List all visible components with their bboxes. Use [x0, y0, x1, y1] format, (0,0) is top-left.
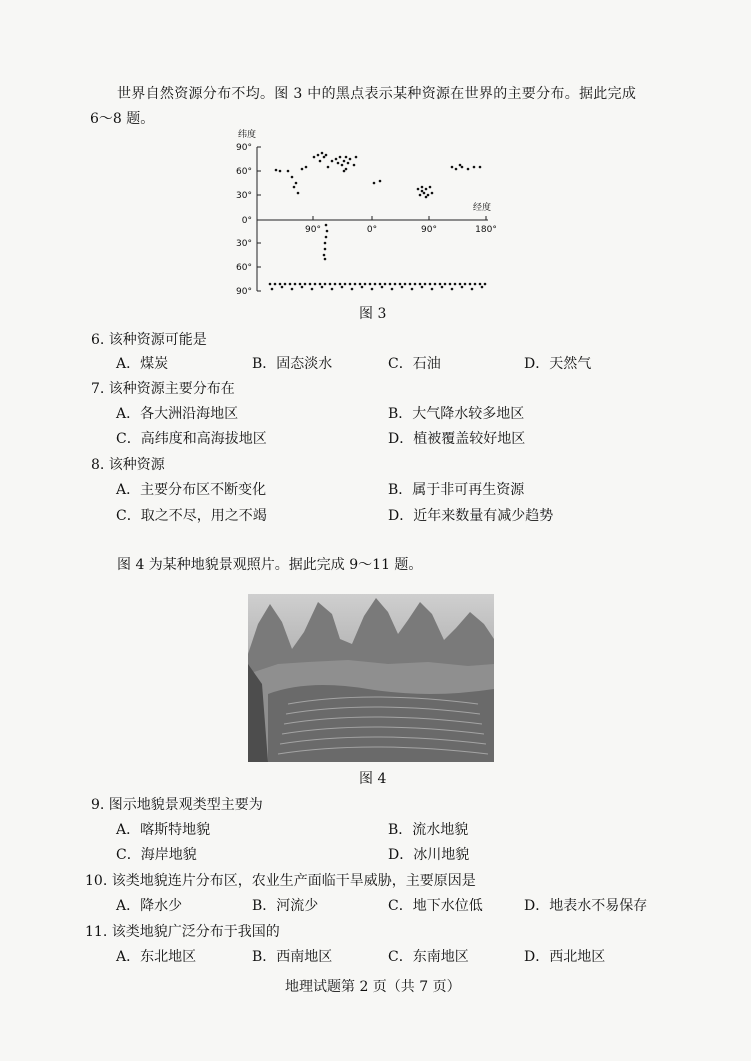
resource-distribution-figure: [230, 125, 510, 300]
resource-dot: [349, 158, 352, 161]
resource-dot: [394, 283, 397, 286]
q9-option-d: D．冰川地貌: [388, 847, 470, 863]
q11-option-d: D．西北地区: [524, 949, 606, 965]
resource-dot: [421, 286, 424, 289]
resource-dot: [349, 283, 352, 286]
resource-dot: [325, 236, 328, 239]
resource-dot: [304, 283, 307, 286]
resource-dot: [469, 283, 472, 286]
resource-dot: [279, 170, 282, 173]
x-tick-label: 180°: [475, 225, 497, 235]
q7-option-b: B．大气降水较多地区: [388, 406, 525, 422]
resource-dot: [481, 286, 484, 289]
resource-dot: [427, 194, 430, 197]
resource-dot: [381, 286, 384, 289]
resource-dot: [323, 156, 326, 159]
intro-line-2: 6～8 题。: [90, 111, 155, 127]
resource-dot: [341, 164, 344, 167]
resource-dot: [431, 192, 434, 195]
resource-dot: [321, 286, 324, 289]
resource-dot: [281, 286, 284, 289]
resource-dot: [345, 156, 348, 159]
x-tick-group: [305, 216, 497, 235]
resource-dot: [464, 283, 467, 286]
resource-dot: [373, 182, 376, 185]
resource-dot: [404, 283, 407, 286]
y-axis-label: 纬度: [238, 130, 257, 140]
y-tick-label: 60°: [236, 263, 252, 273]
q8-option-b: B．属于非可再生资源: [388, 482, 525, 498]
q8-option-c: C．取之不尽，用之不竭: [116, 508, 267, 524]
q9-option-c: C．海岸地貌: [116, 847, 197, 863]
karst-landscape-illustration: [248, 594, 494, 762]
resource-dot: [313, 156, 316, 159]
q6-option-a: A．煤炭: [116, 356, 169, 372]
resource-dot: [384, 283, 387, 286]
resource-dot: [451, 288, 454, 291]
resource-dot: [355, 156, 358, 159]
resource-dot: [319, 160, 322, 163]
resource-dot: [444, 283, 447, 286]
resource-dot: [319, 283, 322, 286]
resource-dot: [374, 283, 377, 286]
q11-option-a: A．东北地区: [116, 949, 197, 965]
resource-dot: [369, 283, 372, 286]
q10-stem: 10. 该类地貌连片分布区，农业生产面临干旱威胁，主要原因是: [85, 873, 476, 889]
resource-dot: [337, 162, 340, 165]
q6-option-c: C．石油: [388, 356, 441, 372]
resource-dot: [325, 224, 328, 227]
q6-stem: 6. 该种资源可能是: [91, 332, 207, 348]
resource-dot: [359, 283, 362, 286]
resource-dot: [459, 164, 462, 167]
resource-dot: [399, 283, 402, 286]
resource-dot: [353, 164, 356, 167]
q10-option-d: D．地表水不易保存: [524, 898, 648, 914]
resource-dot: [299, 283, 302, 286]
resource-dot: [324, 283, 327, 286]
q6-option-d: D．天然气: [524, 356, 592, 372]
resource-dot: [324, 248, 327, 251]
resource-dot: [309, 283, 312, 286]
intro-line-1: 世界自然资源分布不均。图 3 中的黑点表示某种资源在世界的主要分布。据此完成: [117, 86, 637, 102]
y-tick-label: 30°: [236, 191, 252, 201]
resource-dot: [429, 186, 432, 189]
resource-dot: [327, 166, 330, 169]
resource-dot: [425, 188, 428, 191]
y-tick-label: 0°: [241, 216, 252, 226]
resource-dot: [351, 288, 354, 291]
resource-dot: [343, 160, 346, 163]
q7-stem: 7. 该种资源主要分布在: [91, 381, 235, 397]
resource-dot: [271, 288, 274, 291]
resource-dot: [441, 286, 444, 289]
resource-dot: [295, 182, 298, 185]
figure-4-caption: 图 4: [359, 771, 387, 787]
x-tick-label: 90°: [305, 225, 321, 235]
resource-dot: [425, 196, 428, 199]
resource-dot: [424, 283, 427, 286]
resource-dot: [291, 176, 294, 179]
resource-dot: [314, 283, 317, 286]
resource-dot: [479, 283, 482, 286]
resource-dot: [293, 186, 296, 189]
q11-option-b: B．西南地区: [252, 949, 333, 965]
q9-option-a: A．喀斯特地貌: [116, 822, 211, 838]
resource-dot: [379, 283, 382, 286]
resource-dot: [429, 283, 432, 286]
q11-option-c: C．东南地区: [388, 949, 469, 965]
q9-stem: 9. 图示地貌景观类型主要为: [91, 797, 263, 813]
resource-dot: [324, 242, 327, 245]
resource-dot: [284, 283, 287, 286]
q8-option-a: A．主要分布区不断变化: [116, 482, 267, 498]
intro-2: 图 4 为某种地貌景观照片。据此完成 9～11 题。: [117, 557, 423, 573]
resource-dot: [301, 168, 304, 171]
resource-dot: [421, 190, 424, 193]
resource-dot: [391, 288, 394, 291]
resource-dot: [431, 288, 434, 291]
q8-stem: 8. 该种资源: [91, 457, 165, 473]
y-tick-label: 90°: [236, 287, 252, 297]
resource-dot: [474, 283, 477, 286]
resource-dot: [409, 283, 412, 286]
resource-dot: [339, 283, 342, 286]
x-tick-label: 0°: [366, 225, 378, 235]
resource-dot: [389, 283, 392, 286]
figure-3-caption: 图 3: [359, 306, 387, 322]
resource-dot: [423, 192, 426, 195]
resource-dot: [269, 283, 272, 286]
resource-dot: [291, 288, 294, 291]
y-tick-label: 30°: [236, 239, 252, 249]
resource-dot: [341, 286, 344, 289]
resource-dot: [347, 162, 350, 165]
resource-dot: [289, 283, 292, 286]
resource-dot: [329, 283, 332, 286]
resource-dot: [449, 283, 452, 286]
q7-option-c: C．高纬度和高海拔地区: [116, 431, 267, 447]
resource-dot: [419, 283, 422, 286]
resource-dot: [461, 166, 464, 169]
resource-dot: [311, 288, 314, 291]
resource-dot: [451, 166, 454, 169]
resource-dot: [294, 283, 297, 286]
q11-stem: 11. 该类地貌广泛分布于我国的: [85, 924, 280, 940]
q10-option-b: B．河流少: [252, 898, 319, 914]
q7-option-a: A．各大洲沿海地区: [116, 406, 239, 422]
resource-dot: [275, 169, 278, 172]
resource-dot: [339, 156, 342, 159]
resource-dot: [331, 288, 334, 291]
resource-dot: [414, 283, 417, 286]
resource-dot: [467, 168, 470, 171]
resource-dot: [471, 288, 474, 291]
page-footer: 地理试题第 2 页（共 7 页）: [285, 979, 461, 995]
resource-dot: [301, 286, 304, 289]
resource-dot: [454, 283, 457, 286]
resource-dot: [287, 170, 290, 173]
resource-dot: [279, 283, 282, 286]
resource-dot: [326, 230, 329, 233]
resource-dot: [305, 166, 308, 169]
resource-dot: [434, 283, 437, 286]
landform-photo: [248, 594, 494, 762]
q6-option-b: B．固态淡水: [252, 356, 333, 372]
resource-dot: [345, 168, 348, 171]
resource-dot: [335, 158, 338, 161]
resource-dot: [461, 286, 464, 289]
q9-option-b: B．流水地貌: [388, 822, 469, 838]
resource-dot: [334, 283, 337, 286]
resource-dot: [325, 154, 328, 157]
resource-dot: [419, 194, 422, 197]
y-tick-label: 90°: [236, 143, 252, 153]
resource-dot: [317, 154, 320, 157]
resource-dot: [343, 170, 346, 173]
x-axis-label: 经度: [473, 203, 492, 213]
resource-dots: [269, 152, 487, 291]
resource-dot: [417, 188, 420, 191]
resource-dot: [344, 283, 347, 286]
resource-dot: [459, 283, 462, 286]
resource-dot: [479, 166, 482, 169]
resource-dot: [321, 152, 324, 155]
resource-dot: [371, 288, 374, 291]
resource-dot: [411, 288, 414, 291]
resource-dot: [297, 192, 300, 195]
resource-dot: [274, 283, 277, 286]
q7-option-d: D．植被覆盖较好地区: [388, 431, 526, 447]
x-tick-label: 90°: [421, 225, 437, 235]
resource-dot: [324, 258, 327, 261]
resource-dot: [364, 283, 367, 286]
resource-dot: [361, 286, 364, 289]
resource-dot: [439, 283, 442, 286]
resource-dot: [323, 254, 326, 257]
resource-dot: [473, 166, 476, 169]
resource-dot: [331, 160, 334, 163]
resource-dot: [484, 283, 487, 286]
resource-dot: [379, 180, 382, 183]
resource-dot: [401, 286, 404, 289]
resource-dot: [421, 186, 424, 189]
resource-dot: [354, 283, 357, 286]
q8-option-d: D．近年来数量有减少趋势: [388, 508, 554, 524]
y-tick-label: 60°: [236, 167, 252, 177]
resource-dot: [455, 168, 458, 171]
q10-option-c: C．地下水位低: [388, 898, 483, 914]
q10-option-a: A．降水少: [116, 898, 183, 914]
